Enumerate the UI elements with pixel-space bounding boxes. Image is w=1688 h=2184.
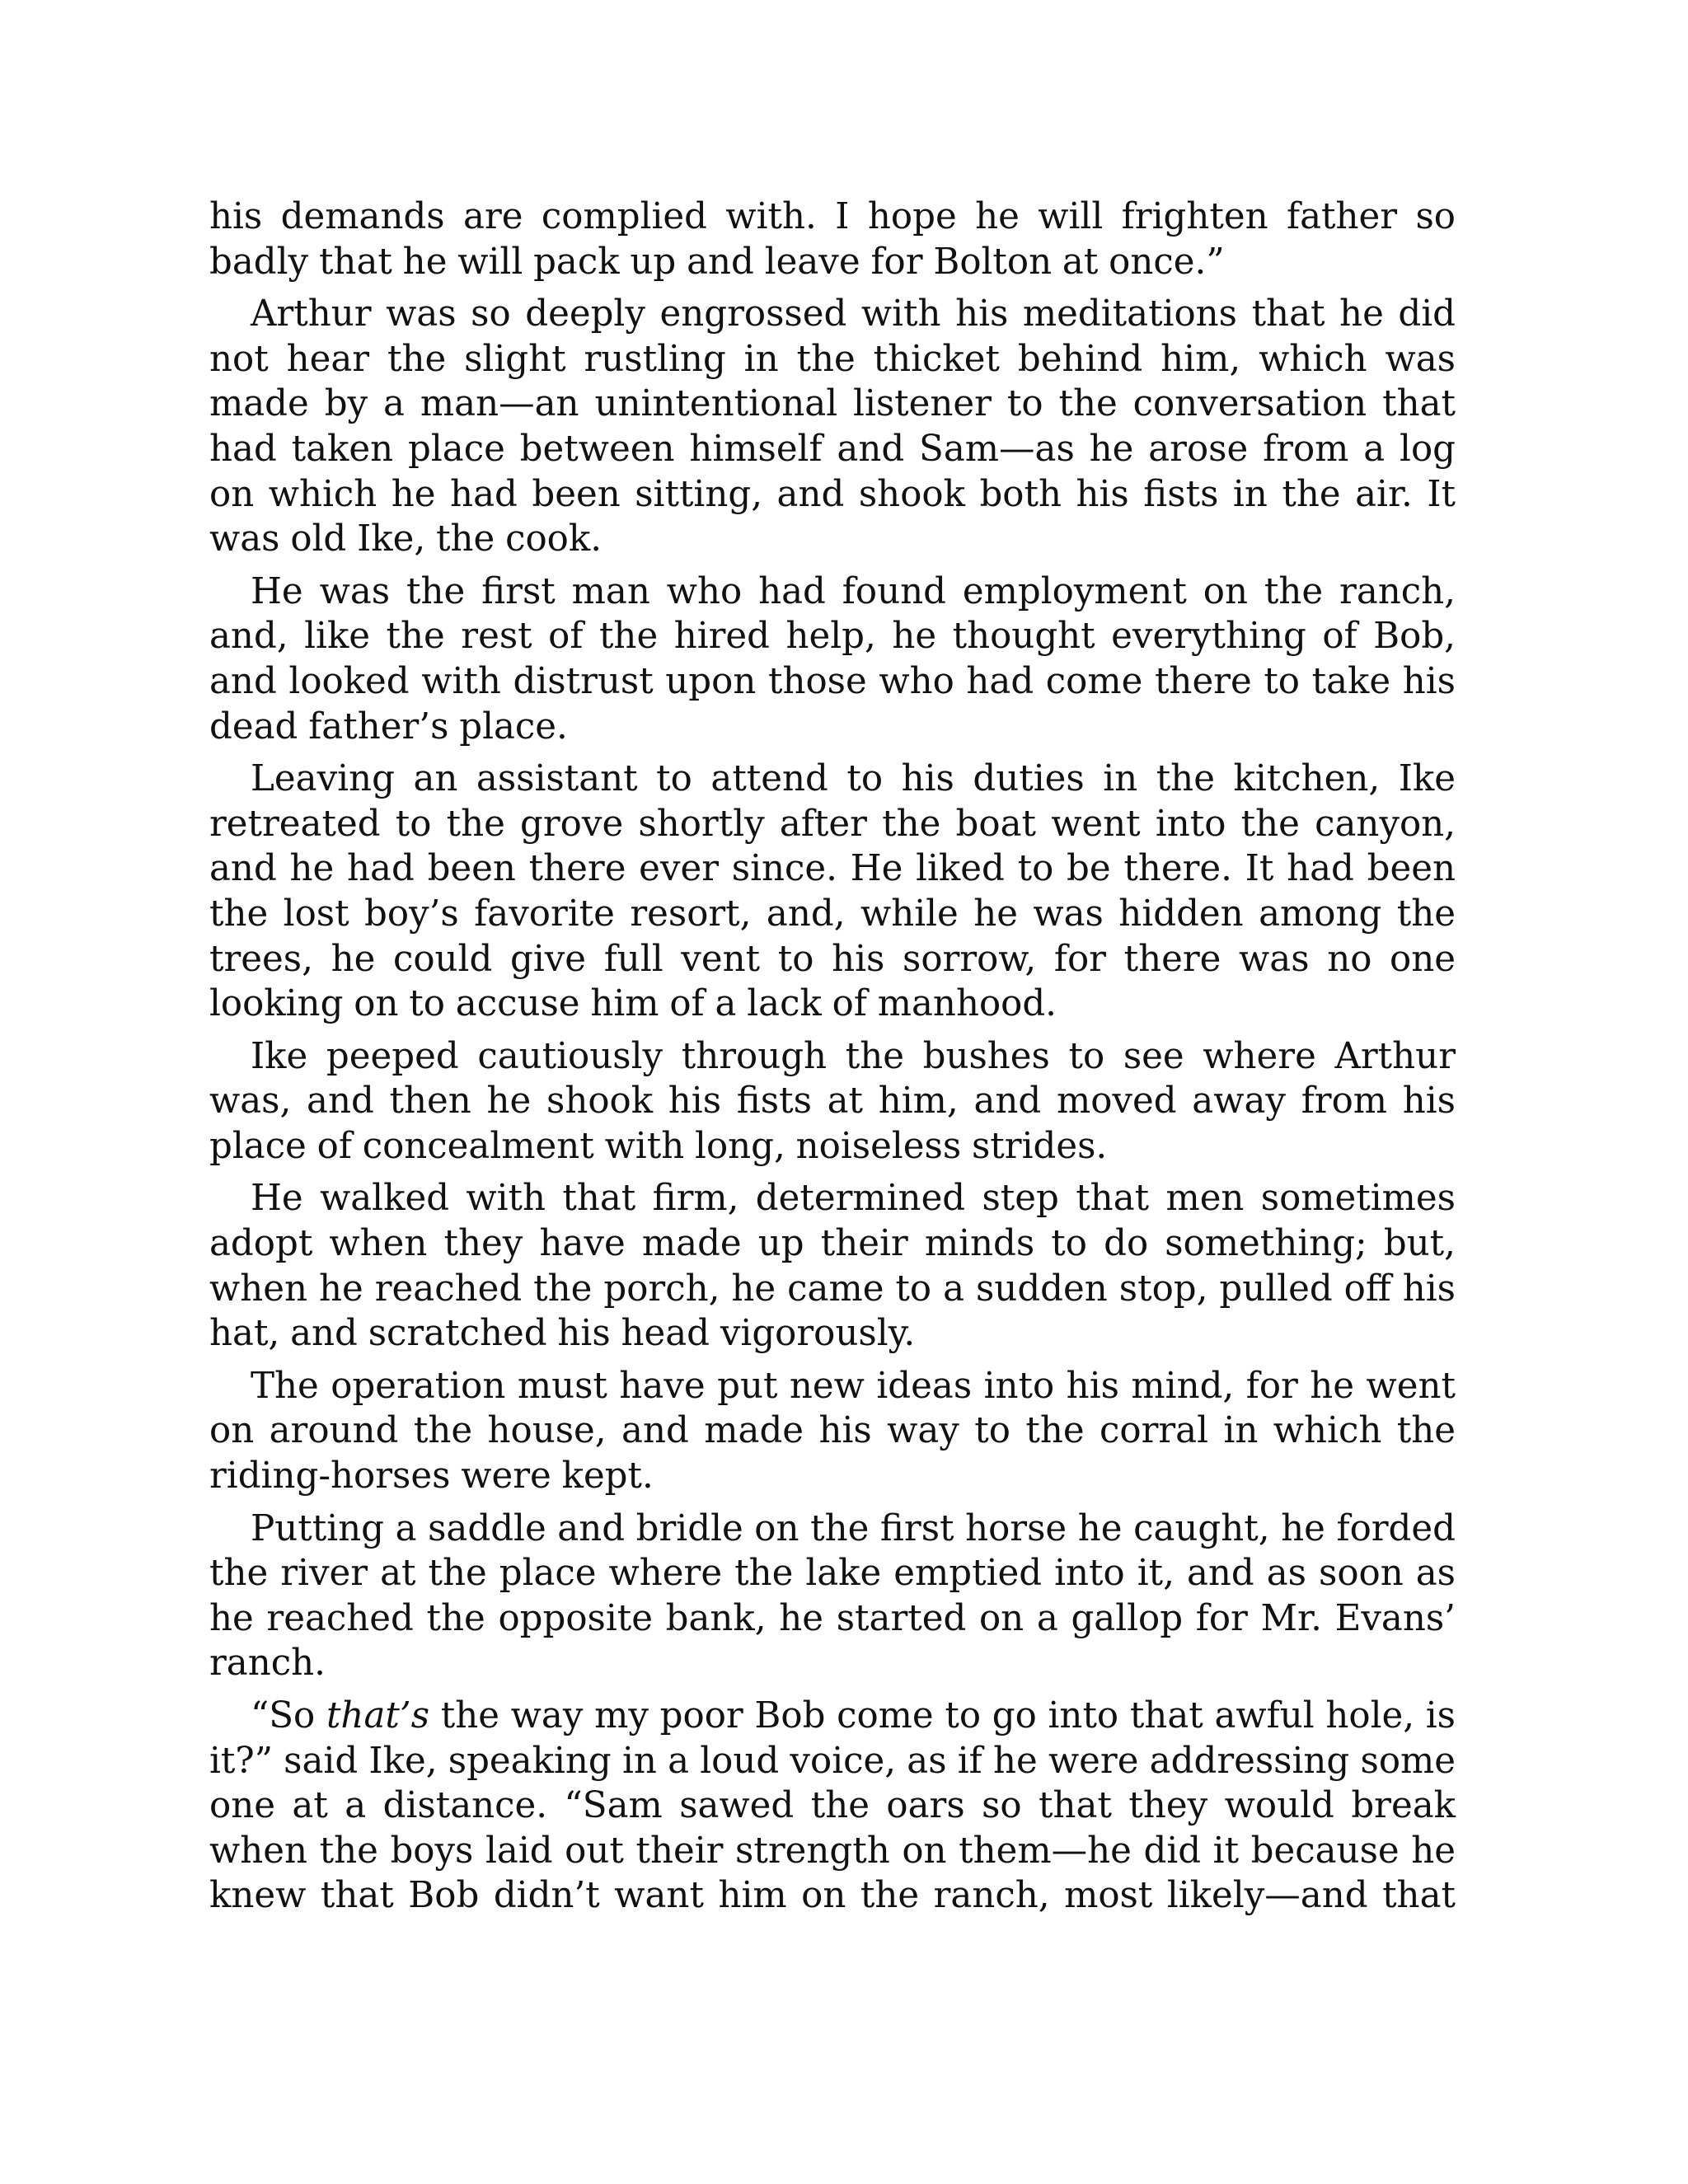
- paragraph-text: “So: [251, 1695, 326, 1736]
- paragraph-text: his demands are complied with. I hope he will frighten father so badly that he will pack up and leave for Bolton at once.”: [209, 196, 1456, 283]
- paragraph-text: Arthur was so deeply engrossed with his meditations that he did not hear the slight rustling in the thicket behind him, which was made by a man—an unintentional listener to the conversation that had taken place between himself and Sam—as he arose from a log on which he had been sitting, and shook both his fists in the air. It was old Ike, the cook.: [209, 293, 1456, 560]
- paragraph: [209, 292, 1456, 562]
- paragraph: [209, 1176, 1456, 1356]
- book-page: [209, 194, 1456, 1926]
- paragraph-text: the way my poor Bob come to go into that awful hole, is it?” said Ike, speaking in a loud voice, as if he were addressing some one at a distance. “Sam sawed the oars so that they would break when the boys laid out their strength on them—he did it because he knew that Bob didn’t want him on the ranch, most likely—and that: [209, 1695, 1456, 1917]
- paragraph: [209, 1034, 1456, 1169]
- paragraph: [209, 194, 1456, 284]
- paragraph: [209, 1364, 1456, 1499]
- emphasis-text: that’s: [326, 1695, 430, 1736]
- paragraph-text: He walked with that firm, determined step that men sometimes adopt when they have made up their minds to do something; but, when he reached the porch, he came to a sudden stop, pulled off his hat, and scratched his head vigorously.: [209, 1178, 1456, 1355]
- paragraph-text: Putting a saddle and bridle on the first horse he caught, he forded the river at the place where the lake emptied into it, and as soon as he reached the opposite bank, he started on a gallop for Mr. Evans’ ranch.: [209, 1507, 1456, 1685]
- paragraph-text: Ike peeped cautiously through the bushes to see where Arthur was, and then he shook his fists at him, and moved away from his place of concealment with long, noiseless strides.: [209, 1035, 1456, 1167]
- paragraph: [209, 569, 1456, 749]
- paragraph: [209, 1507, 1456, 1686]
- paragraph: [209, 1694, 1456, 1919]
- paragraph-text: Leaving an assistant to attend to his duties in the kitchen, Ike retreated to the grove shortly after the boat went into the canyon, and he had been there ever since. He liked to be there. It had been the lost boy’s favorite resort, and, while he was hidden among the trees, he could give full vent to his sorrow, for there was no one looking on to accuse him of a lack of manhood.: [209, 758, 1456, 1025]
- paragraph-text: He was the first man who had found employment on the ranch, and, like the rest of the hired help, he thought everything of Bob, and looked with distrust upon those who had come there to take his dead father’s place.: [209, 570, 1456, 748]
- paragraph-text: The operation must have put new ideas into his mind, for he went on around the house, and made his way to the corral in which the riding-horses were kept.: [209, 1365, 1456, 1497]
- paragraph: [209, 757, 1456, 1027]
